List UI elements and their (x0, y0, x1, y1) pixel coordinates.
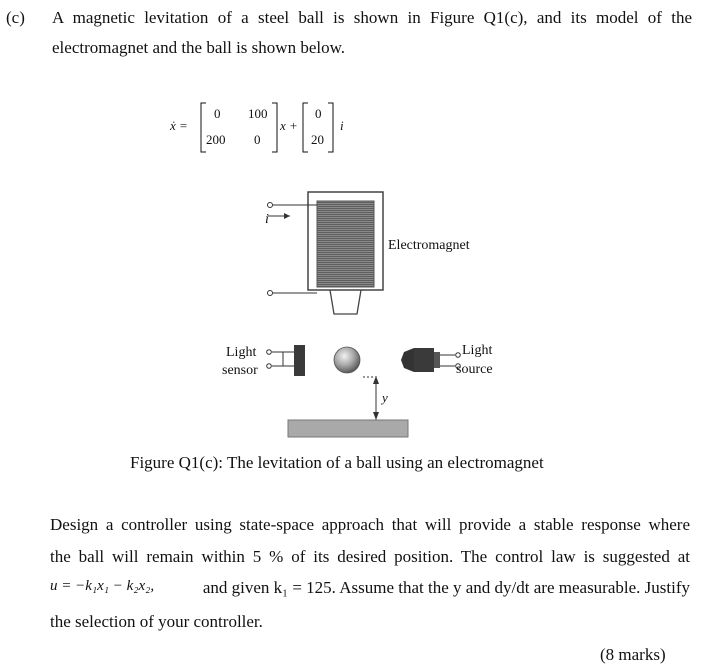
b1: 0 (315, 106, 322, 121)
y-dimension-arrow (363, 376, 379, 420)
control-law: u = −k₁x₁ − k₂x₂, (50, 578, 155, 594)
current-label: i (265, 212, 269, 227)
intro-line-1: A magnetic levitation of a steel ball is shown in Figure Q1(c), and its model of the (52, 8, 692, 27)
light-sensor-label-2: sensor (222, 363, 258, 378)
x-plus: x + (280, 118, 298, 133)
electromagnet (308, 192, 383, 314)
question-label: (c) (6, 8, 25, 27)
input-i: i (340, 118, 344, 133)
light-source-label-2: source (456, 362, 493, 377)
electromagnet-label: Electromagnet (388, 238, 470, 253)
y-label: y (382, 390, 388, 405)
ground-plate (288, 420, 408, 437)
task-line-2: the ball will remain within 5 % of its desired position. The control law is suggested at (50, 547, 690, 566)
figure-caption: Figure Q1(c): The levitation of a ball using an electromagnet (130, 453, 544, 472)
task-line-3 (50, 578, 690, 598)
a22: 0 (254, 132, 261, 147)
a21: 200 (206, 132, 226, 147)
light-source-label-1: Light (462, 343, 493, 358)
steel-ball (334, 347, 360, 373)
task-line-1: Design a controller using state-space approach that will provide a stable response where (50, 515, 690, 534)
marks: (8 marks) (600, 645, 666, 664)
a12: 100 (248, 106, 268, 121)
light-sensor (267, 345, 305, 376)
b2: 20 (311, 132, 324, 147)
xdot-lhs: ẋ = (170, 118, 188, 133)
task-line-3-rest: and given k₁ = 125. Assume that the y and dy/dt are measurable. Justify (202, 578, 690, 597)
task-line-4: the selection of your controller. (50, 612, 263, 631)
light-sensor-label-1: Light (226, 345, 257, 360)
a11: 0 (214, 106, 221, 121)
intro-line-2: electromagnet and the ball is shown below. (52, 38, 346, 57)
light-source (401, 348, 460, 372)
current-arrow (268, 213, 290, 219)
